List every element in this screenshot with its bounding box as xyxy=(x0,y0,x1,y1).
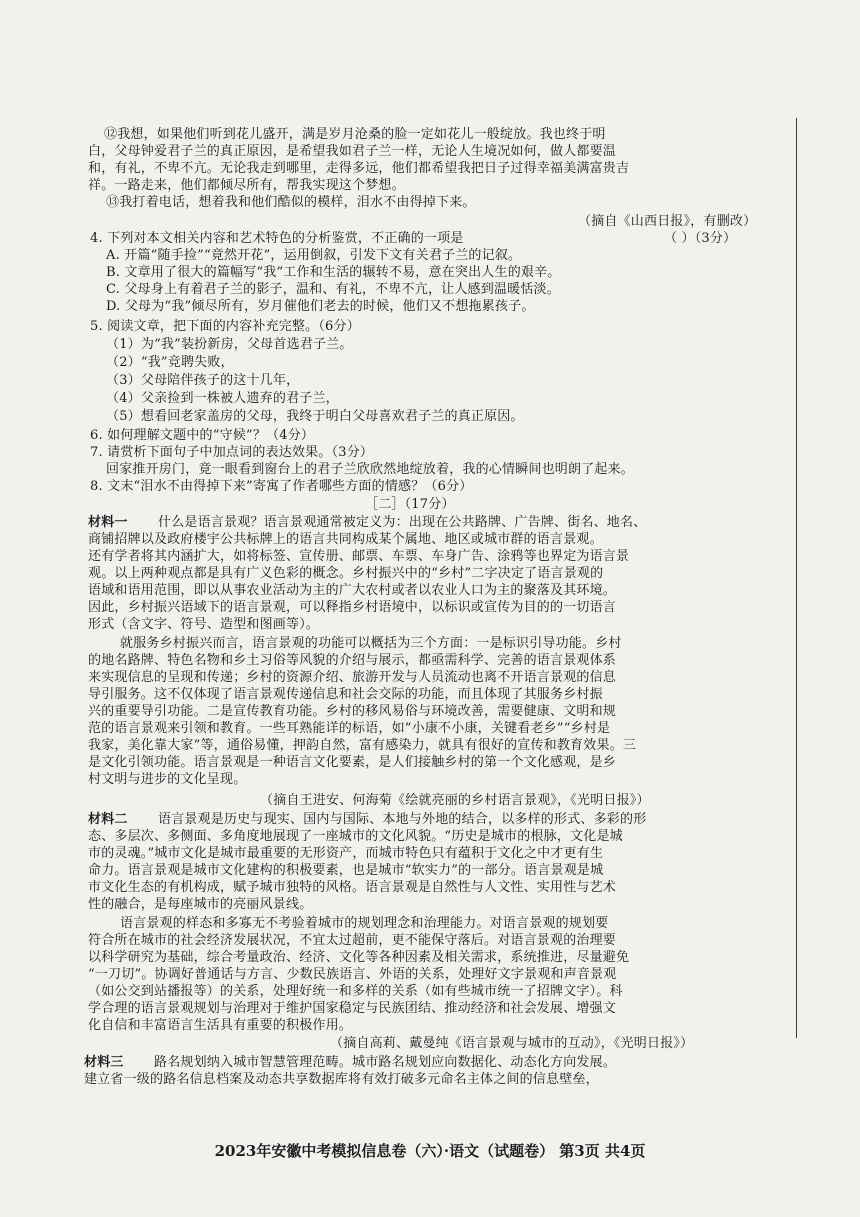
material-1-label: 材料一 xyxy=(88,515,128,530)
q5-item-3: （3）父母陪伴孩子的这十几年， xyxy=(106,373,300,388)
m3-line: 建立省一级的路名信息档案及动态共享数据库将有效打破多元命名主体之间的信息壁垒， xyxy=(84,1072,599,1087)
q4-option-a: A. 开篇“随手捡”“竟然开花”，运用倒叙，引发下文有关君子兰的记叙。 xyxy=(106,248,522,263)
m1-line: 还有学者将其内涵扩大，如将标签、宣传册、邮票、车票、车身广告、涂鸦等也界定为语言景 xyxy=(88,549,630,564)
m3-line: 路名规划纳入城市智慧管理范畴。城市路名规划应向数据化、动态化方向发展。 xyxy=(154,1055,617,1070)
m2-line: 化自信和丰富语言生活具有重要的积极作用。 xyxy=(88,1018,353,1033)
m1-line: 兴的重要导引功能。二是宣传教育功能。乡村的移风易俗与环境改善，需要健康、文明和规 xyxy=(88,704,617,719)
material-3-label: 材料三 xyxy=(84,1055,124,1070)
m1-line: 我家，美化靠大家”等，通俗易懂，押韵自然，富有感染力，就具有很好的宣传和教育效果。三 xyxy=(88,738,637,753)
m1-line: 什么是语言景观？语言景观通常被定义为：出现在公共路牌、广告牌、街名、地名、 xyxy=(158,515,647,530)
m1-line: 村文明与进步的文化呈现。 xyxy=(88,772,247,787)
m1-line: 观。以上两种观点都是具有广义色彩的概念。乡村振兴中的“乡村”二字决定了语言景观的 xyxy=(88,566,604,581)
m2-line: 语言景观的样态和多寡无不考验着城市的规划理念和治理能力。对语言景观的规划要 xyxy=(120,916,609,931)
material-1-source: （摘自王进安、何海菊《绘就亮丽的乡村语言景观》，《光明日报》） xyxy=(260,793,650,808)
material-2-label: 材料二 xyxy=(88,812,128,827)
m2-line: 市的灵魂。”城市文化是城市最重要的无形资产，而城市特色只有蕴积于文化之中才更有生 xyxy=(88,846,604,861)
question-8: 8. 文末“泪水不由得掉下来”寄寓了作者哪些方面的情感？（6分） xyxy=(90,479,473,494)
m2-line: 市文化生态的有机构成，赋予城市独特的风格。语言景观是自然性与人文性、实用性与艺术 xyxy=(88,880,617,895)
m1-line: 导引服务。这不仅体现了语言景观传递信息和社会交际的功能，而且体现了其服务乡村振 xyxy=(88,687,603,702)
q5-item-2: （2）“我”竞聘失败， xyxy=(106,355,234,370)
story-p12-line2: 白，父母钟爱君子兰的真正原因，是希望我如君子兰一样，无论人生境况如何，做人都要温 xyxy=(88,144,617,159)
question-5: 5. 阅读文章，把下面的内容补充完整。（6分） xyxy=(90,319,360,334)
question-4: 4. 下列对本文相关内容和艺术特色的分析鉴赏，不正确的一项是 xyxy=(90,231,464,246)
m1-line: 是文化引领功能。语言景观是一种语言文化要素，是人们接触乡村的第一个文化感观，是乡 xyxy=(88,755,617,770)
m1-line: 来实现信息的呈现和传递；乡村的资源介绍、旅游开发与人员流动也离不开语言景观的信息 xyxy=(88,670,617,685)
m1-line: 范的语言景观来引领和教育。一些耳熟能详的标语，如“小康不小康，关键看老乡”“乡村是 xyxy=(88,721,611,736)
question-4-score: （ ）（3分） xyxy=(664,231,737,246)
page-footer: 2023年安徽中考模拟信息卷（六）·语文（试题卷） 第3页 共4页 xyxy=(214,1142,646,1160)
m1-line: 语域和语用范围，即以从事农业活动为主的广大农村或者以农业人口为主的聚落及其环境。 xyxy=(88,583,617,598)
right-margin-rule xyxy=(796,118,797,1038)
question-7: 7. 请赏析下面句子中加点词的表达效果。（3分） xyxy=(90,445,374,460)
story-source: （摘自《山西日报》，有删改） xyxy=(578,214,757,229)
q5-item-5: （5）想看回老家盖房的父母，我终于明白父母喜欢君子兰的真正原因。 xyxy=(106,409,524,424)
m2-line: 命力。语言景观是城市文化建构的积极要素，也是城市“软实力”的一部分。语言景观是城 xyxy=(88,863,604,878)
story-p12-line3: 和，有礼，不卑不亢。无论我走到哪里，走得多远，他们都希望我把日子过得幸福美满富贵吉 xyxy=(88,161,630,176)
m1-line: 形式（含文字、符号、造型和图画等）。 xyxy=(88,617,320,632)
q7-sentence: 回家推开房门，竟一眼看到窗台上的君子兰欣欣然地绽放着，我的心情瞬间也明朗了起来。 xyxy=(106,462,635,477)
story-p12-line1: ⑫我想，如果他们听到花儿盛开，满是岁月沧桑的脸一定如花儿一般绽放。我也终于明 xyxy=(104,127,606,142)
story-p13: ⑬我打着电话，想着我和他们酷似的模样，泪水不由得掉下来。 xyxy=(106,195,476,210)
m2-line: 以科学研究为基础，综合考量政治、经济、文化等各种因素及相关需求，系统推进，尽量避免 xyxy=(88,950,630,965)
section-2-heading: ［二］（17分） xyxy=(365,497,455,512)
m2-line: 符合所在城市的社会经济发展状况，不宜太过超前，更不能保守落后。对语言景观的治理要 xyxy=(88,933,617,948)
q4-option-b: B. 文章用了很大的篇幅写“我”工作和生活的辗转不易，意在突出人生的艰辛。 xyxy=(106,265,561,280)
q4-option-d: D. 父母为“我”倾尽所有，岁月催他们老去的时候，他们又不想拖累孩子。 xyxy=(106,299,535,314)
m1-line: 商铺招牌以及政府楼宇公共标牌上的语言共同构成某个属地、地区或城市群的语言景观。 xyxy=(88,532,603,547)
m2-line: 性的融合，是每座城市的亮丽风景线。 xyxy=(88,897,313,912)
m2-line: （如公交到站播报等）的关系，处理好统一和多样的关系（如有些城市统一了招牌文字）。科 xyxy=(88,984,623,999)
m1-line: 就服务乡村振兴而言，语言景观的功能可以概括为三个方面：一是标识引导功能。乡村 xyxy=(120,636,622,651)
story-p12-line4: 祥。一路走来，他们都倾尽所有，帮我实现这个梦想。 xyxy=(88,178,405,193)
m2-line: 语言景观是历史与现实、国内与国际、本地与外地的结合，以多样的形式、多彩的形 xyxy=(158,812,647,827)
q5-item-4: （4）父亲捡到一株被人遗弃的君子兰， xyxy=(106,391,339,406)
material-2-source: （摘自高莉、戴曼纯《语言景观与城市的互动》，《光明日报》） xyxy=(330,1036,694,1051)
m1-line: 的地名路牌、特色名物和乡土习俗等风貌的介绍与展示，都亟需科学、完善的语言景观体系 xyxy=(88,653,617,668)
m2-line: 态、多层次、多侧面、多角度地展现了一座城市的文化风貌。“历史是城市的根脉，文化是城 xyxy=(88,829,623,844)
m2-line: “一刀切”。协调好普通话与方言、少数民族语言、外语的关系，处理好文字景观和声音景观 xyxy=(88,967,617,982)
m2-line: 学合理的语言景观规划与治理对于维护国家稳定与民族团结、推动经济和社会发展、增强文 xyxy=(88,1001,617,1016)
question-6: 6. 如何理解文题中的“守候”？（4分） xyxy=(90,428,315,443)
m1-line: 因此，乡村振兴语域下的语言景观，可以释指乡村语境中，以标识或宣传为目的的一切语言 xyxy=(88,600,617,615)
q4-option-c: C. 父母身上有着君子兰的影子，温和、有礼，不卑不亢，让人感到温暖恬淡。 xyxy=(106,282,560,297)
q5-item-1: （1）为“我”装扮新房，父母首选君子兰。 xyxy=(106,337,353,352)
